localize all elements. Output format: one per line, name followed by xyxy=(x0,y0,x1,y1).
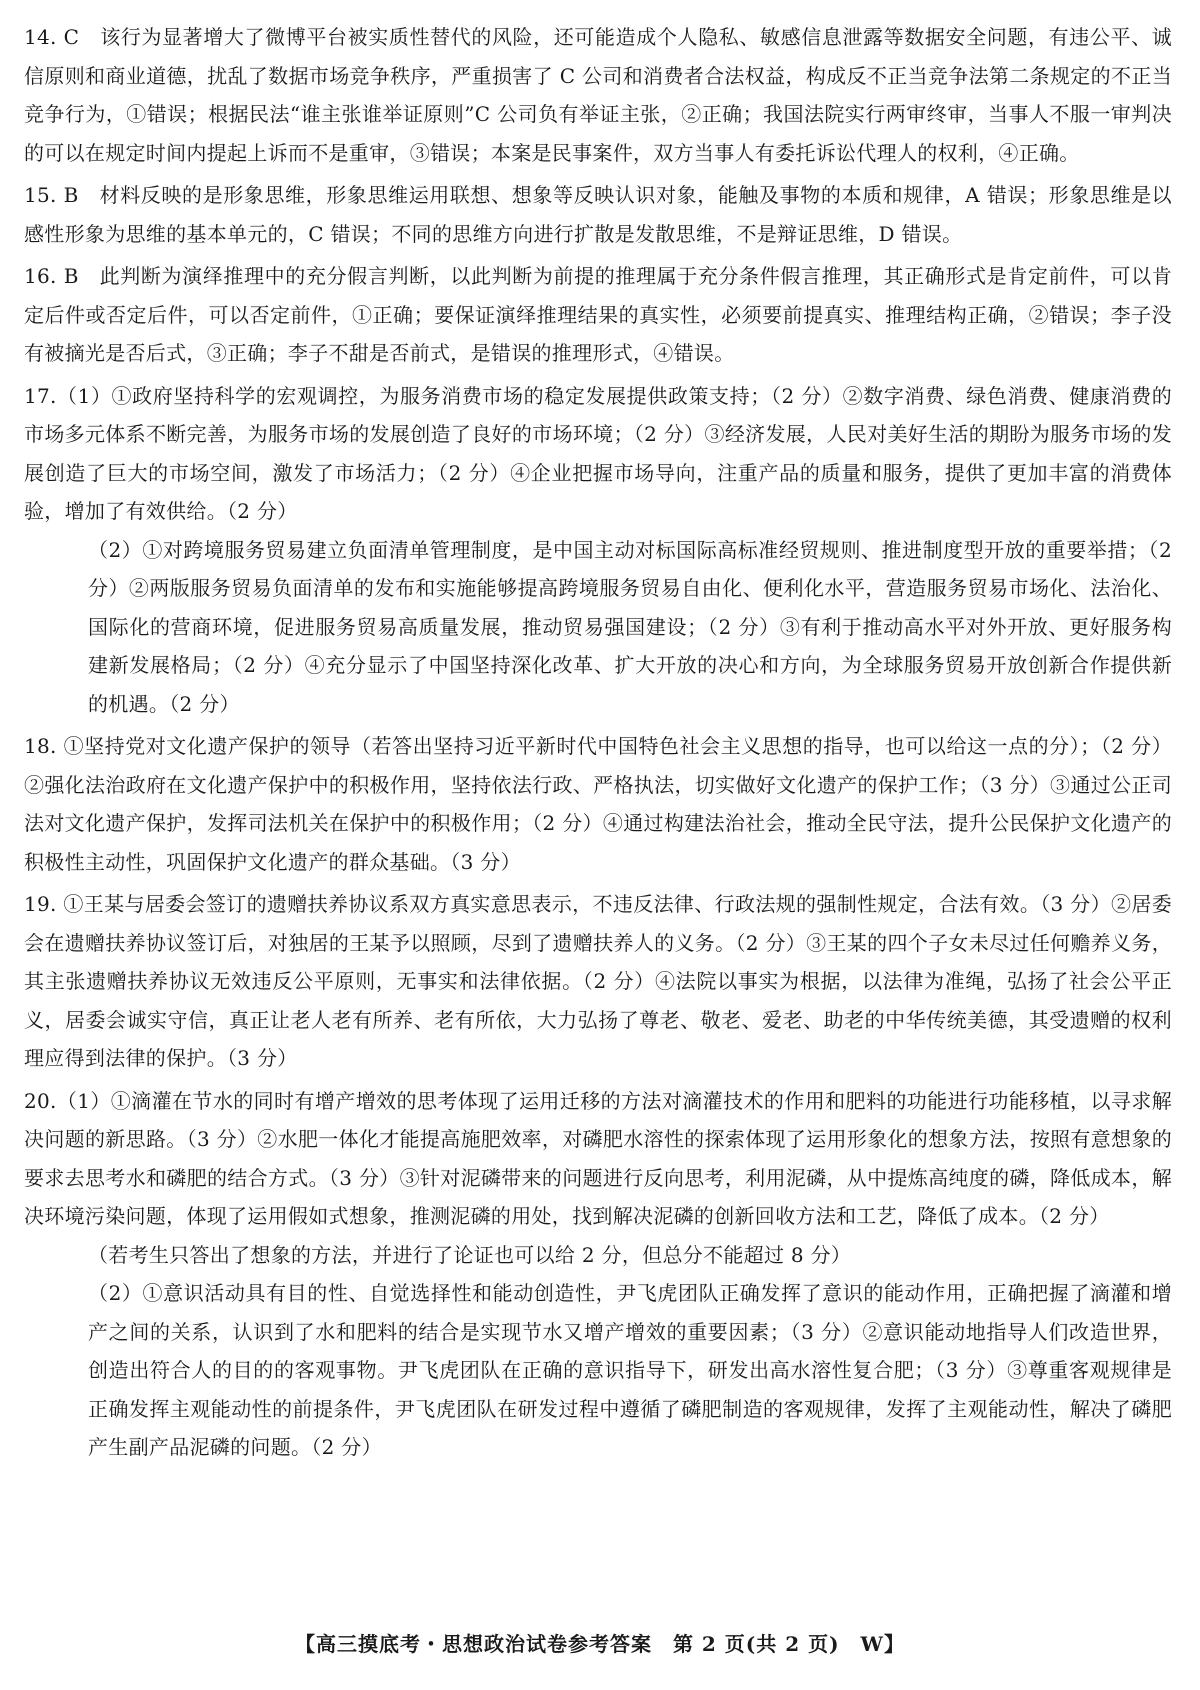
answer-paragraph: 20.（1）①滴灌在节水的同时有增产增效的思考体现了运用迁移的方法对滴灌技术的作用和肥料的功能进行功能移植，以寻求解决问题的新思路。（3 分）②水肥一体化才能提高施肥效率，对磷肥水溶性的探索体现了运用形象化的想象方法，按照有意想象的要求去思考水和磷肥的结合方式。（3 分）③针对泥磷带来的问题进行反向思考，利用泥磷，从中提炼高纯度的磷，降低成本，解决环境污染问题，体现了运用假如式想象，推测泥磷的用处，找到解决泥磷的创新回收方法和工艺，降低了成本。（2 分） xyxy=(24,1088,1172,1228)
answer-paragraph: 15. B 材料反映的是形象思维，形象思维运用联想、想象等反映认识对象，能触及事物的本质和规律，A 错误；形象思维是以感性形象为思维的基本单元的，C 错误；不同的思维方向进行扩散是发散思维，不是辩证思维，D 错误。 xyxy=(24,183,1172,246)
answer-q15 xyxy=(24,176,1172,253)
grading-note: （若考生只答出了想象的方法，并进行了论证也可以给 2 分，但总分不能超过 8 分） xyxy=(88,1242,852,1267)
answer-subparagraph: （2）①对跨境服务贸易建立负面清单管理制度，是中国主动对标国际高标准经贸规则、推进制度型开放的重要举措；（2 分）②两版服务贸易负面清单的发布和实施能够提高跨境服务贸易自由化、便利化水平，营造服务贸易市场化、法治化、国际化的营商环境，促进服务贸易高质量发展，推动贸易强国建设；（2 分）③有利于推动高水平对外开放、更好服务构建新发展格局；（2 分）④充分显示了中国坚持深化改革、扩大开放的决心和方向，为全球服务贸易开放创新合作提供新的机遇。（2 分） xyxy=(88,537,1172,716)
answer-q14 xyxy=(24,18,1172,172)
answer-q20 xyxy=(24,1082,1172,1467)
answer-paragraph: 19. ①王某与居委会签订的遗赠扶养协议系双方真实意思表示，不违反法律、行政法规的强制性规定，合法有效。（3 分）②居委会在遗赠扶养协议签订后，对独居的王某予以照顾，尽到了遗赠扶养人的义务。（2 分）③王某的四个子女未尽过任何赡养义务，其主张遗赠扶养协议无效违反公平原则，无事实和法律依据。（2 分）④法院以事实为根据，以法律为准绳，弘扬了社会公平正义，居委会诚实守信，真正让老人老有所养、老有所依，大力弘扬了尊老、敬老、爱老、助老的中华传统美德，其受遗赠的权利理应得到法律的保护。（3 分） xyxy=(24,892,1172,1070)
answer-paragraph: 14. C 该行为显著增大了微博平台被实质性替代的风险，还可能造成个人隐私、敏感信息泄露等数据安全问题，有违公平、诚信原则和商业道德，扰乱了数据市场竞争秩序，严重损害了 C 公司和消费者合法权益，构成反不正当竞争法第二条规定的不正当竞争行为，①错误；根据民法“谁主张谁举证原则”C 公司负有举证主张，②正确；我国法院实行两审终审，当事人不服一审判决的可以在规定时间内提起上诉而不是重审，③错误；本案是民事案件，双方当事人有委托诉讼代理人的权利，④正确。 xyxy=(24,25,1172,165)
page-footer: 【高三摸底考・思想政治试卷参考答案 第 2 页(共 2 页) W】 xyxy=(294,1632,906,1656)
answer-q17 xyxy=(24,377,1172,724)
answer-q16 xyxy=(24,257,1172,373)
answers-content xyxy=(24,18,1172,1467)
answer-paragraph: 16. B 此判断为演绎推理中的充分假言判断，以此判断为前提的推理属于充分条件假言推理，其正确形式是肯定前件，可以肯定后件或否定后件，可以否定前件，①正确；要保证演绎推理结果的真实性，必须要前提真实、推理结构正确，②错误；李子没有被摘光是否后式，③正确；李子不甜是否前式，是错误的推理形式，④错误。 xyxy=(24,264,1172,365)
answer-paragraph: 17.（1）①政府坚持科学的宏观调控，为服务消费市场的稳定发展提供政策支持；（2 分）②数字消费、绿色消费、健康消费的市场多元体系不断完善，为服务市场的发展创造了良好的市场环境；（2 分）③经济发展，人民对美好生活的期盼为服务市场的发展创造了巨大的市场空间，激发了市场活力；（2 分）④企业把握市场导向，注重产品的质量和服务，提供了更加丰富的消费体验，增加了有效供给。（2 分） xyxy=(24,383,1172,523)
answer-subparagraph: （2）①意识活动具有目的性、自觉选择性和能动创造性，尹飞虎团队正确发挥了意识的能动作用，正确把握了滴灌和增产之间的关系，认识到了水和肥料的结合是实现节水又增产增效的重要因素；（3 分）②意识能动地指导人们改造世界，创造出符合人的目的的客观事物。尹飞虎团队在正确的意识指导下，研发出高水溶性复合肥；（3 分）③尊重客观规律是正确发挥主观能动性的前提条件，尹飞虎团队在研发过程中遵循了磷肥制造的客观规律，发挥了主观能动性，解决了磷肥产生副产品泥磷的问题。（2 分） xyxy=(88,1281,1172,1459)
answer-paragraph: 18. ①坚持党对文化遗产保护的领导（若答出坚持习近平新时代中国特色社会主义思想的指导，也可以给这一点的分）；（2 分）②强化法治政府在文化遗产保护中的积极作用，坚持依法行政、严格执法，切实做好文化遗产的保护工作；（3 分）③通过公正司法对文化遗产保护，发挥司法机关在保护中的积极作用；（2 分）④通过构建法治社会，推动全民守法，提升公民保护文化遗产的积极性主动性，巩固保护文化遗产的群众基础。（3 分） xyxy=(24,734,1172,874)
answer-q19 xyxy=(24,885,1172,1078)
answer-q18 xyxy=(24,727,1172,881)
